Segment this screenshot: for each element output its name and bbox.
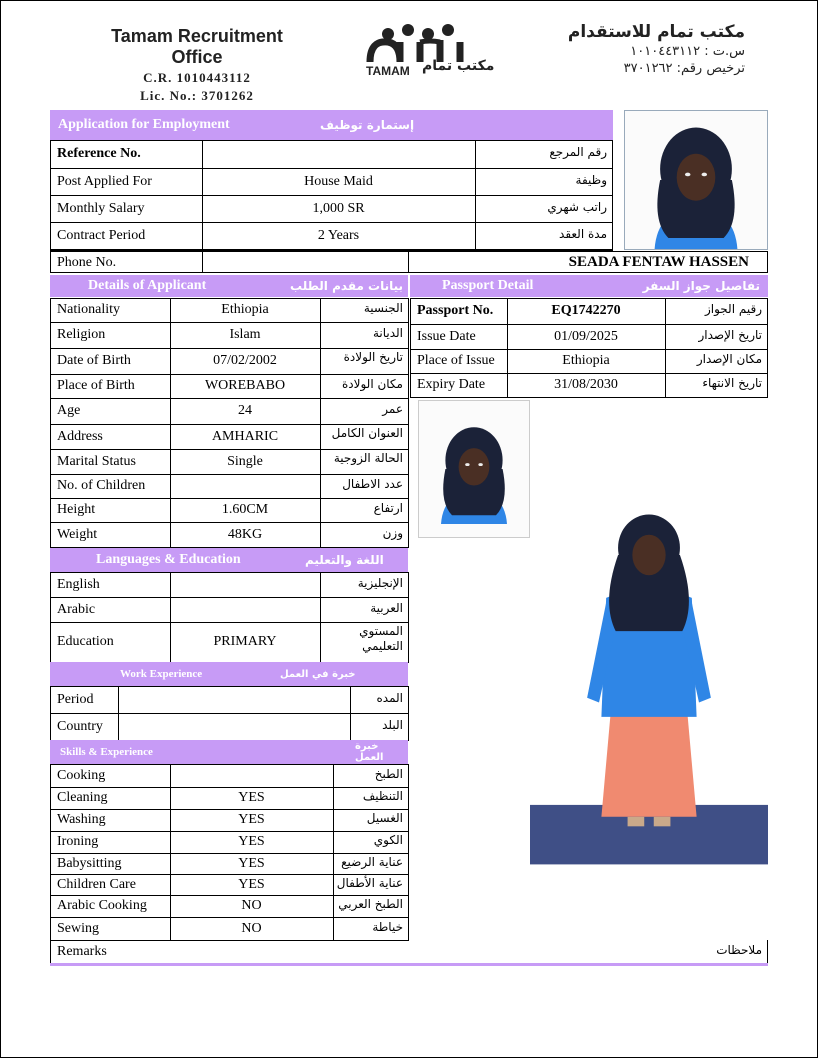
children-care-label-ar: عناية الأطفال <box>336 876 403 890</box>
marital-status-value: Single <box>227 454 263 469</box>
marital-status-label: Marital Status <box>57 454 136 469</box>
office-header-ar <box>520 22 745 76</box>
washing-label: Washing <box>57 812 106 827</box>
work-title-bar <box>50 662 408 686</box>
passport-title-ar: تفاصيل جواز السفر <box>642 279 760 293</box>
row-divider <box>50 809 409 810</box>
application-title-ar: إستمارة توظيف <box>320 118 415 132</box>
row-divider <box>50 686 409 687</box>
table-border-left <box>410 298 411 397</box>
age-label-ar: عمر <box>382 402 403 416</box>
height-value: 1.60CM <box>221 502 269 517</box>
arabic-label: Arabic <box>57 602 96 617</box>
office-header-en <box>92 26 302 104</box>
issue-date-label-ar: تاريخ الإصدار <box>698 328 762 342</box>
row-divider <box>50 522 409 523</box>
column-divider <box>333 764 334 940</box>
babysitting-label: Babysitting <box>57 856 122 871</box>
row-divider <box>50 895 409 896</box>
portrait-image <box>625 111 767 249</box>
english-label: English <box>57 577 100 592</box>
education-value: PRIMARY <box>213 634 277 649</box>
row-divider <box>50 787 409 788</box>
weight-label: Weight <box>57 527 98 542</box>
row-divider <box>50 622 409 623</box>
row-divider <box>50 374 409 375</box>
religion-value: Islam <box>229 327 261 342</box>
passport-no-label: Passport No. <box>417 303 494 318</box>
age-label: Age <box>57 403 81 418</box>
cooking-label-ar: الطبخ <box>374 767 403 781</box>
cr-number-ar: س.ت : ١٠١٠٤٤٣١١٢ <box>630 44 745 59</box>
ironing-value: YES <box>238 834 265 849</box>
tamam-logo <box>360 22 495 80</box>
arabic-cooking-label: Arabic Cooking <box>57 898 147 913</box>
applicant-full-body-photo <box>418 400 768 938</box>
address-label-ar: العنوان الكامل <box>331 426 403 440</box>
address-label: Address <box>57 429 103 444</box>
period-label-ar: المده <box>376 691 403 705</box>
row-divider <box>50 168 613 169</box>
post-applied-for-value: House Maid <box>304 174 373 189</box>
issue-date-label: Issue Date <box>417 329 476 344</box>
weight-label-ar: وزن <box>382 526 403 540</box>
passport-no-label-ar: رقيم الجواز <box>704 302 762 316</box>
applicant-portrait-top <box>624 110 768 250</box>
post-applied-for-label: Post Applied For <box>57 174 152 189</box>
children-care-value: YES <box>238 877 265 892</box>
education-label: Education <box>57 634 114 649</box>
skills-title-en: Skills & Experience <box>60 746 153 758</box>
contract-period-label-ar: مدة العقد <box>559 227 607 241</box>
reference-no-label: Reference No. <box>57 146 141 161</box>
table-border-left <box>50 572 51 662</box>
table-border-right <box>408 298 409 547</box>
table-border-right <box>408 764 409 940</box>
period-label: Period <box>57 692 94 707</box>
row-divider <box>410 397 768 398</box>
english-label-ar: الإنجليزية <box>357 576 403 590</box>
children-care-label: Children Care <box>57 877 136 892</box>
expiry-date-label-ar: تاريخ الانتهاء <box>702 376 762 390</box>
arabic-cooking-label-ar: الطبخ العربي <box>338 897 403 911</box>
details-title-ar: بيانات مقدم الطلب <box>290 279 404 293</box>
row-divider <box>410 298 768 299</box>
date-of-birth-label-ar: تاريخ الولادة <box>343 350 403 364</box>
column-divider <box>320 572 321 662</box>
languages-title-en: Languages & Education <box>96 552 241 567</box>
row-divider <box>50 298 409 299</box>
cleaning-label: Cleaning <box>57 790 108 805</box>
table-border-left <box>50 764 51 940</box>
sewing-label-ar: خياطة <box>372 920 403 934</box>
row-divider <box>50 140 613 141</box>
expiry-date-label: Expiry Date <box>417 377 486 392</box>
no-of-children-label: No. of Children <box>57 478 146 493</box>
place-of-issue-value: Ethiopia <box>562 353 610 368</box>
height-label-ar: ارتفاع <box>373 501 403 515</box>
row-divider <box>410 349 768 350</box>
country-label-ar: البلد <box>382 718 403 732</box>
table-border-left <box>50 298 51 547</box>
row-divider <box>410 324 768 325</box>
application-title-bar <box>50 110 613 140</box>
cleaning-label-ar: التنظيف <box>362 789 403 803</box>
height-label: Height <box>57 502 96 517</box>
languages-title-bar <box>50 548 408 572</box>
place-of-issue-label-ar: مكان الإصدار <box>696 352 762 366</box>
remarks-bottom-bar <box>50 963 768 966</box>
row-divider <box>50 917 409 918</box>
phone-label: Phone No. <box>57 255 117 270</box>
remarks-label-ar: ملاحظات <box>716 943 762 957</box>
monthly-salary-value: 1,000 SR <box>312 201 365 216</box>
no-of-children-label-ar: عدد الاطفال <box>342 477 403 491</box>
application-title-en: Application for Employment <box>58 117 230 132</box>
monthly-salary-label-ar: راتب شهري <box>547 200 607 214</box>
column-divider <box>320 298 321 547</box>
address-value: AMHARIC <box>211 429 279 444</box>
full-body-image <box>530 410 768 938</box>
contract-period-label: Contract Period <box>57 228 146 243</box>
row-divider <box>50 398 409 399</box>
religion-label-ar: الديانة <box>372 326 403 340</box>
cr-number-en: C.R. 1010443112 <box>143 70 251 85</box>
skills-title-bar <box>50 740 408 764</box>
date-of-birth-value: 07/02/2002 <box>213 353 277 368</box>
row-divider <box>50 474 409 475</box>
license-number-en: Lic. No.: 3701262 <box>140 88 254 103</box>
passport-title-en: Passport Detail <box>442 278 534 293</box>
row-divider <box>50 831 409 832</box>
arabic-cooking-value: NO <box>241 898 262 913</box>
education-label-ar: المستوي التعليمي <box>359 624 403 653</box>
row-divider <box>50 449 409 450</box>
washing-label-ar: الغسيل <box>366 811 403 825</box>
marital-status-label-ar: الحالة الزوجية <box>333 451 403 465</box>
table-border-right <box>767 298 768 397</box>
row-divider <box>50 874 409 875</box>
details-title-en: Details of Applicant <box>88 278 207 293</box>
row-divider <box>50 348 409 349</box>
row-divider <box>50 195 613 196</box>
applicant-name: SEADA FENTAW HASSEN <box>568 254 749 270</box>
cleaning-value: YES <box>238 790 265 805</box>
monthly-salary-label: Monthly Salary <box>57 201 145 216</box>
office-name-en: Tamam Recruitment Office <box>111 26 283 67</box>
arabic-label-ar: العربية <box>370 601 403 615</box>
row-divider <box>50 572 409 573</box>
washing-value: YES <box>238 812 265 827</box>
work-title-en: Work Experience <box>120 668 203 680</box>
row-divider <box>50 853 409 854</box>
row-divider <box>50 713 409 714</box>
date-of-birth-label: Date of Birth <box>57 353 131 368</box>
ironing-label-ar: الكوي <box>373 833 403 847</box>
work-title-ar: خبرة في العمل <box>280 668 356 680</box>
place-of-issue-label: Place of Issue <box>417 353 495 368</box>
skills-title-ar: خبرة العمل <box>355 741 384 763</box>
row-divider <box>50 424 409 425</box>
nationality-label: Nationality <box>57 302 120 317</box>
office-name-ar: مكتب تمام للاستقدام <box>567 22 745 42</box>
license-number-ar: ترخيص رقم: ٣٧٠١٢٦٢ <box>623 61 745 76</box>
country-label: Country <box>57 719 103 734</box>
row-divider <box>50 597 409 598</box>
ironing-label: Ironing <box>57 834 99 849</box>
passport-title-bar <box>410 275 768 297</box>
row-divider <box>410 373 768 374</box>
place-of-birth-label: Place of Birth <box>57 378 135 393</box>
languages-title-ar: اللغة والتعليم <box>305 553 384 567</box>
religion-label: Religion <box>57 327 106 342</box>
weight-value: 48KG <box>227 527 263 542</box>
row-divider <box>50 322 409 323</box>
remarks-label: Remarks <box>57 944 107 959</box>
reference-no-label-ar: رقم المرجع <box>549 145 607 159</box>
passport-no-value: EQ1742270 <box>551 303 621 318</box>
place-of-birth-label-ar: مكان الولادة <box>341 377 403 391</box>
row-divider <box>50 764 409 765</box>
expiry-date-value: 31/08/2030 <box>554 377 618 392</box>
contract-period-value: 2 Years <box>317 228 360 243</box>
row-divider <box>50 222 613 223</box>
age-value: 24 <box>238 403 252 418</box>
nationality-label-ar: الجنسية <box>363 301 403 315</box>
babysitting-value: YES <box>238 856 265 871</box>
row-divider <box>50 498 409 499</box>
nationality-value: Ethiopia <box>221 302 269 317</box>
babysitting-label-ar: عناية الرضيع <box>341 855 403 869</box>
logo-text-ar: مكتب تمام <box>422 58 495 74</box>
post-applied-for-label-ar: وظيفة <box>575 173 607 187</box>
logo-text-en: TAMAM <box>366 64 410 78</box>
issue-date-value: 01/09/2025 <box>554 329 618 344</box>
details-title-bar <box>50 275 408 297</box>
table-border-right <box>408 572 409 662</box>
phone-value-divider <box>202 251 203 273</box>
sewing-value: NO <box>241 921 262 936</box>
sewing-label: Sewing <box>57 921 99 936</box>
place-of-birth-value: WOREBABO <box>204 378 286 393</box>
column-divider <box>665 298 666 397</box>
cooking-label: Cooking <box>57 768 106 783</box>
